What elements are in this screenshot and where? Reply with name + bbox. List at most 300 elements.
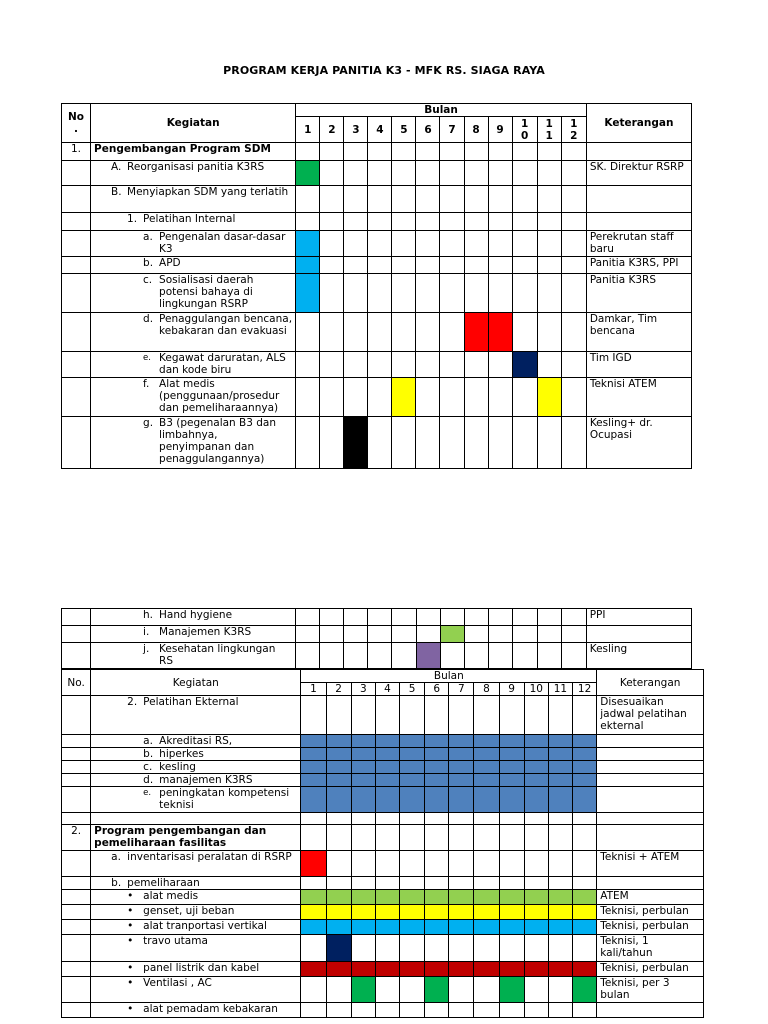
row-number: [62, 787, 91, 813]
month-cell-6: [416, 274, 440, 313]
note-cell: Kesling: [586, 643, 691, 669]
header-bulan: Bulan: [301, 670, 597, 683]
activity-marker: •: [127, 935, 134, 947]
schedule-bar-month-11: [548, 905, 572, 920]
work-program-table-1: [61, 103, 692, 469]
schedule-bar-month-5: [400, 748, 425, 761]
month-cell-7: [440, 257, 464, 274]
month-cell-11: [548, 935, 572, 962]
schedule-bar-month-1: [296, 231, 320, 257]
row-number: [62, 643, 91, 669]
header-no: No.: [62, 670, 91, 696]
row-number: [62, 696, 91, 735]
activity-label: Reorganisasi panitia K3RS: [127, 161, 265, 173]
month-cell-9: [499, 877, 524, 890]
note-cell: ATEM: [597, 890, 704, 905]
month-cell-5: [392, 417, 416, 469]
activity-marker: i.: [143, 626, 150, 638]
month-cell-2: [320, 186, 344, 213]
schedule-bar-month-10: [524, 920, 548, 935]
activity-marker: •: [127, 905, 134, 917]
month-header-7: 7: [440, 117, 464, 143]
activity-label: Pengembangan Program SDM: [94, 143, 271, 155]
schedule-bar-month-1: [301, 787, 326, 813]
schedule-bar-month-8: [474, 748, 499, 761]
month-cell-3: [344, 186, 368, 213]
schedule-bar-month-4: [375, 761, 399, 774]
schedule-bar-month-9: [499, 735, 524, 748]
header-kegiatan: Kegiatan: [91, 670, 301, 696]
table-row: [62, 935, 704, 962]
schedule-bar-month-12: [572, 787, 596, 813]
month-cell-2: [326, 977, 351, 1003]
month-cell-2: [326, 696, 351, 735]
activity-cell: [91, 748, 301, 761]
activity-marker: e.: [143, 353, 151, 363]
schedule-bar-month-6: [425, 920, 449, 935]
month-cell-4: [368, 609, 392, 626]
month-cell-9: [499, 696, 524, 735]
activity-marker: d.: [143, 774, 154, 786]
schedule-bar-month-6: [425, 748, 449, 761]
row-number: [62, 813, 91, 825]
schedule-bar-month-2: [326, 774, 351, 787]
activity-cell: [91, 417, 296, 469]
month-cell-5: [392, 274, 416, 313]
table-row: [62, 774, 704, 787]
schedule-bar-month-3: [351, 774, 375, 787]
month-cell-11: [537, 274, 561, 313]
schedule-bar-month-12: [572, 905, 596, 920]
month-cell-10: [524, 851, 548, 877]
month-cell-12: [561, 161, 586, 186]
activity-label: peningkatan kompetensi teknisi: [159, 787, 290, 811]
month-cell-12: [572, 935, 596, 962]
note-cell: Teknisi, perbulan: [597, 920, 704, 935]
month-cell-10: [524, 825, 548, 851]
table-row: [62, 825, 704, 851]
activity-label: panel listrik dan kabel: [143, 962, 260, 974]
month-header-11: 1 1: [537, 117, 561, 143]
month-cell-10: [512, 143, 537, 161]
schedule-bar-month-10: [524, 761, 548, 774]
month-cell-4: [375, 825, 399, 851]
month-cell-2: [320, 352, 344, 378]
row-number: [62, 935, 91, 962]
schedule-bar-month-4: [375, 735, 399, 748]
row-number: [62, 417, 91, 469]
month-cell-11: [548, 851, 572, 877]
month-cell-1: [301, 977, 326, 1003]
note-cell: Teknisi, perbulan: [597, 962, 704, 977]
month-cell-12: [561, 643, 586, 669]
month-cell-12: [572, 1003, 596, 1018]
schedule-bar-month-5: [400, 920, 425, 935]
month-cell-11: [548, 813, 572, 825]
month-cell-1: [296, 378, 320, 417]
activity-label: Pelatihan Internal: [143, 213, 236, 225]
month-cell-2: [326, 1003, 351, 1018]
month-header-2: 2: [326, 683, 351, 696]
activity-cell: [91, 643, 296, 669]
month-cell-6: [416, 161, 440, 186]
work-program-table-2: [61, 608, 692, 669]
month-cell-8: [464, 352, 488, 378]
schedule-bar-month-9: [499, 905, 524, 920]
month-cell-4: [375, 877, 399, 890]
month-cell-9: [499, 825, 524, 851]
schedule-bar-month-6: [425, 787, 449, 813]
activity-cell: [91, 609, 296, 626]
table-row: [62, 378, 692, 417]
activity-label: alat pemadam kebakaran: [143, 1003, 278, 1015]
table-row: [62, 962, 704, 977]
month-cell-5: [392, 161, 416, 186]
month-cell-10: [512, 186, 537, 213]
activity-marker: b.: [143, 257, 154, 269]
activity-marker: b.: [143, 748, 154, 760]
month-cell-4: [375, 935, 399, 962]
month-cell-8: [464, 143, 488, 161]
month-cell-4: [368, 378, 392, 417]
month-cell-2: [320, 274, 344, 313]
activity-marker: c.: [143, 274, 153, 286]
month-cell-7: [440, 213, 464, 231]
schedule-bar-month-10: [524, 748, 548, 761]
month-cell-2: [320, 143, 344, 161]
schedule-bar-month-5: [400, 962, 425, 977]
activity-cell: [91, 274, 296, 313]
table-row: [62, 417, 692, 469]
month-cell-5: [392, 231, 416, 257]
note-cell: Teknisi, perbulan: [597, 905, 704, 920]
schedule-bar-month-9: [499, 748, 524, 761]
activity-cell: [91, 257, 296, 274]
month-cell-11: [537, 609, 561, 626]
header-keterangan: Keterangan: [597, 670, 704, 696]
table-row: [62, 920, 704, 935]
row-number: [62, 231, 91, 257]
month-cell-6: [416, 313, 440, 352]
activity-label: alat tranportasi vertikal: [143, 920, 267, 932]
activity-cell: [91, 231, 296, 257]
note-cell: Teknisi, 1 kali/tahun: [597, 935, 704, 962]
note-cell: [597, 748, 704, 761]
activity-cell: [91, 161, 296, 186]
row-number: [62, 735, 91, 748]
month-cell-7: [449, 1003, 474, 1018]
month-cell-9: [488, 257, 512, 274]
table-row: [62, 186, 692, 213]
month-cell-9: [488, 352, 512, 378]
activity-marker: •: [127, 920, 134, 932]
activity-label: Alat medis (penggunaan/prosedur dan pemeliharaannya): [159, 378, 280, 414]
schedule-bar-month-2: [326, 962, 351, 977]
month-cell-2: [320, 313, 344, 352]
month-cell-8: [474, 977, 499, 1003]
month-cell-4: [375, 813, 399, 825]
table-row: [62, 787, 704, 813]
month-cell-6: [416, 609, 440, 626]
month-cell-8: [464, 274, 488, 313]
month-cell-9: [499, 851, 524, 877]
month-cell-4: [368, 626, 392, 643]
row-number: [62, 977, 91, 1003]
month-cell-8: [464, 417, 488, 469]
schedule-bar-month-1: [301, 920, 326, 935]
schedule-bar-month-1: [296, 274, 320, 313]
activity-marker: f.: [143, 378, 150, 390]
note-cell: Teknisi, per 3 bulan: [597, 977, 704, 1003]
month-cell-7: [449, 696, 474, 735]
month-cell-11: [537, 186, 561, 213]
month-cell-6: [416, 417, 440, 469]
month-cell-7: [440, 313, 464, 352]
row-number: [62, 905, 91, 920]
work-program-table-3: [61, 669, 704, 1018]
activity-cell: [91, 935, 301, 962]
schedule-bar-month-8: [474, 761, 499, 774]
month-cell-11: [548, 696, 572, 735]
schedule-bar-month-12: [572, 735, 596, 748]
activity-label: Kesehatan lingkungan RS: [159, 643, 276, 667]
schedule-bar-month-8: [474, 735, 499, 748]
month-cell-12: [561, 313, 586, 352]
activity-cell: [91, 825, 301, 851]
table-row: [62, 257, 692, 274]
schedule-bar-month-3: [351, 905, 375, 920]
month-cell-6: [425, 851, 449, 877]
activity-marker: •: [127, 962, 134, 974]
month-cell-9: [499, 935, 524, 962]
month-cell-9: [488, 609, 512, 626]
activity-marker: a.: [143, 231, 153, 243]
row-number: [62, 313, 91, 352]
month-cell-7: [449, 851, 474, 877]
activity-cell: [91, 352, 296, 378]
month-cell-6: [416, 257, 440, 274]
month-cell-5: [400, 935, 425, 962]
schedule-bar-month-12: [572, 748, 596, 761]
month-cell-5: [400, 877, 425, 890]
month-cell-6: [416, 378, 440, 417]
month-cell-8: [464, 626, 488, 643]
month-cell-10: [524, 935, 548, 962]
schedule-bar-month-1: [301, 890, 326, 905]
row-number: [62, 274, 91, 313]
schedule-bar-month-2: [326, 735, 351, 748]
schedule-bar-month-2: [326, 787, 351, 813]
month-cell-5: [392, 143, 416, 161]
month-cell-10: [524, 1003, 548, 1018]
table-row: [62, 213, 692, 231]
table-row: [62, 851, 704, 877]
month-header-1: 1: [301, 683, 326, 696]
month-cell-4: [368, 274, 392, 313]
schedule-bar-month-11: [548, 761, 572, 774]
activity-marker: A.: [111, 161, 122, 173]
activity-label: hiperkes: [159, 748, 204, 760]
month-cell-12: [572, 877, 596, 890]
month-cell-6: [416, 352, 440, 378]
activity-marker: b.: [111, 877, 122, 889]
month-cell-2: [320, 213, 344, 231]
schedule-bar-month-9: [499, 890, 524, 905]
schedule-bar-month-6: [425, 977, 449, 1003]
schedule-bar-month-8: [474, 787, 499, 813]
activity-marker: d.: [143, 313, 154, 325]
month-cell-1: [296, 213, 320, 231]
month-cell-7: [440, 609, 464, 626]
month-cell-11: [537, 352, 561, 378]
activity-label: Pelatihan Ekternal: [143, 696, 239, 708]
month-cell-3: [351, 1003, 375, 1018]
table-row: [62, 696, 704, 735]
note-cell: Panitia K3RS: [586, 274, 691, 313]
month-cell-11: [537, 417, 561, 469]
table-row: [62, 735, 704, 748]
row-number: [62, 352, 91, 378]
note-cell: Damkar, Tim bencana: [586, 313, 691, 352]
schedule-bar-month-1: [301, 851, 326, 877]
month-cell-9: [488, 274, 512, 313]
month-header-6: 6: [416, 117, 440, 143]
month-cell-9: [488, 143, 512, 161]
note-cell: Disesuaikan jadwal pelatihan ekternal: [597, 696, 704, 735]
month-cell-6: [416, 143, 440, 161]
schedule-bar-month-12: [572, 920, 596, 935]
schedule-bar-month-2: [326, 920, 351, 935]
month-cell-5: [392, 213, 416, 231]
activity-cell: [91, 851, 301, 877]
schedule-bar-month-7: [449, 787, 474, 813]
month-cell-9: [499, 813, 524, 825]
activity-marker: 1.: [127, 213, 138, 225]
month-cell-1: [301, 825, 326, 851]
activity-label: alat medis: [143, 890, 199, 902]
month-cell-3: [344, 378, 368, 417]
month-cell-1: [301, 877, 326, 890]
schedule-bar-month-8: [474, 920, 499, 935]
note-cell: [597, 735, 704, 748]
month-header-4: 4: [375, 683, 399, 696]
month-cell-4: [375, 1003, 399, 1018]
note-cell: Kesling+ dr. Ocupasi: [586, 417, 691, 469]
table-row: [62, 905, 704, 920]
month-cell-12: [561, 378, 586, 417]
note-cell: Panitia K3RS, PPI: [586, 257, 691, 274]
activity-label: pemeliharaan: [127, 877, 200, 889]
month-header-10: 10: [524, 683, 548, 696]
month-header-2: 2: [320, 117, 344, 143]
schedule-bar-month-10: [524, 735, 548, 748]
month-cell-3: [344, 643, 368, 669]
activity-label: travo utama: [143, 935, 208, 947]
month-cell-3: [344, 257, 368, 274]
table-row: [62, 643, 692, 669]
month-cell-2: [320, 231, 344, 257]
note-cell: [597, 787, 704, 813]
note-cell: PPI: [586, 609, 691, 626]
month-header-11: 11: [548, 683, 572, 696]
month-cell-8: [474, 851, 499, 877]
schedule-bar-month-4: [375, 774, 399, 787]
month-cell-4: [375, 977, 399, 1003]
month-cell-9: [488, 643, 512, 669]
note-cell: [597, 877, 704, 890]
month-cell-4: [368, 417, 392, 469]
month-cell-6: [425, 825, 449, 851]
schedule-bar-month-2: [326, 748, 351, 761]
month-cell-5: [392, 626, 416, 643]
month-header-3: 3: [351, 683, 375, 696]
month-cell-3: [351, 935, 375, 962]
note-cell: Teknisi + ATEM: [597, 851, 704, 877]
month-cell-2: [326, 877, 351, 890]
month-cell-7: [440, 352, 464, 378]
month-cell-6: [425, 1003, 449, 1018]
month-cell-1: [301, 1003, 326, 1018]
schedule-bar-month-2: [326, 905, 351, 920]
month-cell-1: [296, 313, 320, 352]
month-cell-10: [524, 877, 548, 890]
month-cell-3: [344, 313, 368, 352]
month-cell-3: [344, 213, 368, 231]
note-cell: [597, 813, 704, 825]
month-header-8: 8: [474, 683, 499, 696]
month-cell-1: [296, 186, 320, 213]
month-cell-10: [524, 696, 548, 735]
month-header-9: 9: [488, 117, 512, 143]
month-header-9: 9: [499, 683, 524, 696]
table-row: [62, 274, 692, 313]
month-cell-10: [512, 274, 537, 313]
month-cell-5: [400, 825, 425, 851]
activity-label: Kegawat daruratan, ALS dan kode biru: [159, 352, 286, 376]
month-cell-1: [296, 643, 320, 669]
schedule-bar-month-6: [425, 905, 449, 920]
row-number: [62, 213, 91, 231]
activity-cell: [91, 143, 296, 161]
month-cell-6: [425, 935, 449, 962]
row-number: [62, 890, 91, 905]
activity-label: Hand hygiene: [159, 609, 233, 621]
month-cell-4: [368, 143, 392, 161]
month-cell-4: [368, 352, 392, 378]
month-cell-5: [392, 352, 416, 378]
month-cell-5: [392, 609, 416, 626]
month-cell-3: [344, 609, 368, 626]
month-cell-5: [392, 186, 416, 213]
schedule-bar-month-9: [499, 977, 524, 1003]
activity-cell: [91, 877, 301, 890]
schedule-bar-month-7: [449, 774, 474, 787]
month-cell-12: [561, 274, 586, 313]
month-cell-12: [561, 213, 586, 231]
schedule-bar-month-6: [425, 962, 449, 977]
note-cell: Tim IGD: [586, 352, 691, 378]
header-no: No .: [62, 104, 91, 143]
month-cell-10: [512, 378, 537, 417]
month-cell-9: [499, 1003, 524, 1018]
schedule-bar-month-3: [351, 787, 375, 813]
table-row: [62, 143, 692, 161]
header-keterangan: Keterangan: [586, 104, 691, 143]
schedule-bar-month-3: [351, 890, 375, 905]
month-cell-1: [296, 352, 320, 378]
month-header-3: 3: [344, 117, 368, 143]
month-cell-6: [416, 186, 440, 213]
